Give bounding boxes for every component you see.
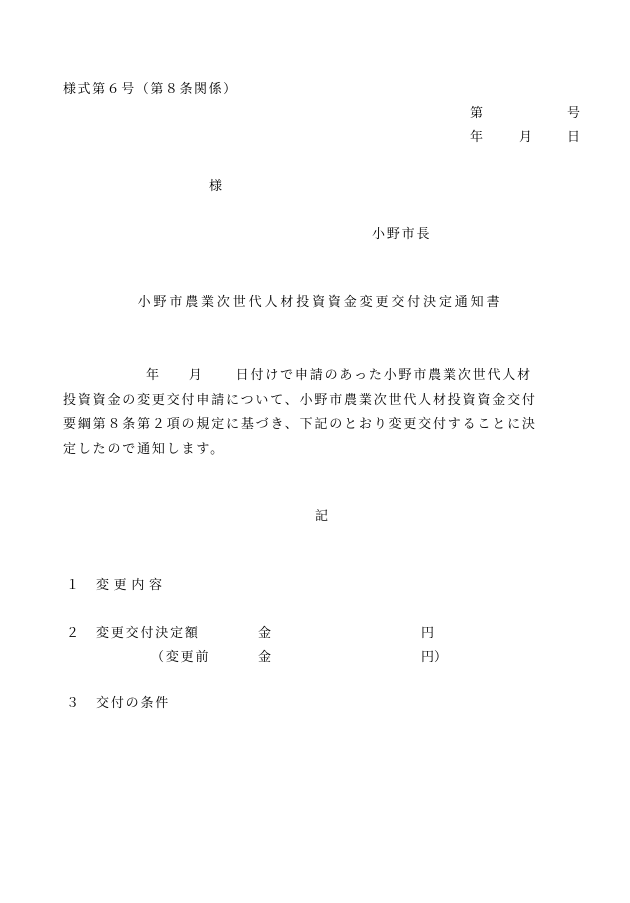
body-line-1 [63, 364, 583, 389]
body-month-label: 月 [188, 368, 204, 383]
document-title: 小野市農業次世代人材投資資金変更交付決定通知書 [137, 295, 503, 310]
item-3-number: ３ [66, 696, 80, 711]
form-number-title: 様式第６号（第８条関係） [63, 82, 238, 97]
body-line-4: 定したので通知します。 [63, 441, 225, 457]
doc-number-suffix: 号 [567, 106, 581, 121]
item-2-label: 変更交付決定額 [96, 626, 200, 641]
body-line-1-text: 日付けで申請のあった小野市農業次世代人材 [235, 368, 532, 383]
item-3-label: 交付の条件 [96, 696, 171, 711]
item-2-before-en: 円） [421, 650, 448, 665]
ki-heading: 記 [315, 509, 329, 524]
body-line-3: 要綱第８条第２項の規定に基づき、下記のとおり変更交付することに決 [63, 417, 537, 432]
item-2-en: 円 [421, 626, 435, 641]
item-2-number: ２ [66, 626, 80, 641]
body-paragraph [63, 364, 583, 462]
doc-number-label: 第 [470, 106, 484, 121]
date-year-label: 年 [470, 130, 484, 145]
recipient-suffix: 様 [209, 179, 223, 194]
date-day-label: 日 [567, 130, 581, 145]
item-2-before-label: （変更前 [151, 650, 211, 665]
date-month-label: 月 [519, 130, 533, 145]
item-1-number: １ [66, 578, 80, 593]
issuer-name: 小野市長 [372, 227, 432, 242]
body-year-label: 年 [146, 368, 161, 383]
item-2-before-kin: 金 [258, 650, 272, 665]
body-line-2: 投資資金の変更交付申請について、小野市農業次世代人材投資資金交付 [63, 392, 537, 408]
item-2-kin: 金 [258, 626, 272, 641]
item-1-label: 変更内容 [96, 578, 167, 593]
